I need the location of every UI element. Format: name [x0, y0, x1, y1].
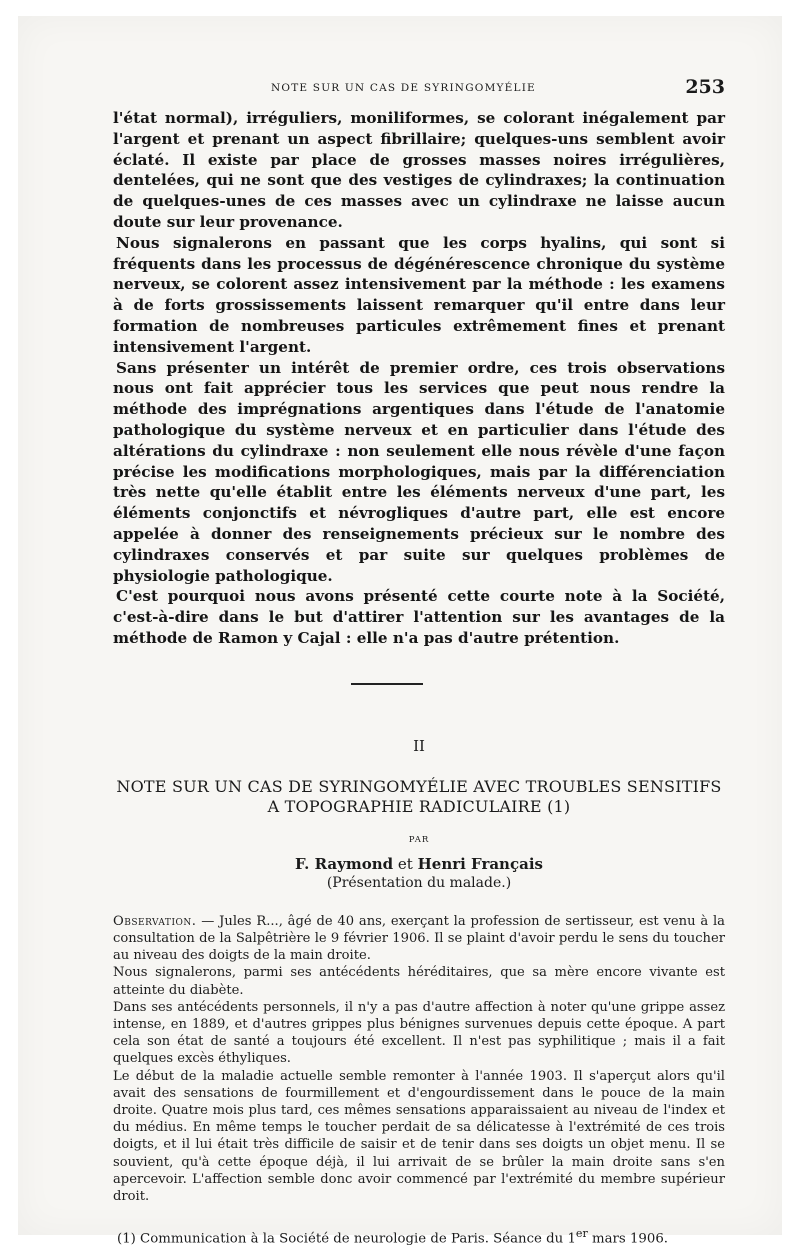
- author-conjunction: et: [397, 854, 413, 873]
- observation-label: Observation.: [113, 913, 197, 929]
- paragraph: C'est pourquoi nous avons présenté cette courte note à la Société, c'est-à-dire dans le but d'attirer l'attention sur les avantages de la méthode de Ramon y Cajal : elle n'a pas d'autre prétention.: [113, 587, 725, 647]
- footnote: [113, 1225, 725, 1248]
- section-divider: [351, 683, 423, 685]
- section-numeral: II: [413, 736, 425, 755]
- par-label: PAR: [408, 834, 430, 845]
- footnote-text: mars 1906.: [587, 1231, 669, 1247]
- paragraph: Dans ses antécédents personnels, il n'y a pas d'autre affection à noter qu'une grippe assez intense, en 1889, et d'autres grippes plus bénignes survenues depuis cette époque. A part cela son état de santé a toujours été excellent. Il n'est pas syphilitique ; mais il a fait quelques excès éthyliques.: [113, 999, 725, 1067]
- article-title-line: A TOPOGRAPHIE RADICULAIRE (1): [267, 796, 571, 816]
- running-head: [113, 76, 725, 104]
- running-title: NOTE SUR UN CAS DE SYRINGOMYÉLIE: [271, 82, 536, 94]
- article-title-line: NOTE SUR UN CAS DE SYRINGOMYÉLIE AVEC TROUBLES SENSITIFS: [116, 776, 722, 796]
- paragraph-text: — Jules R..., âgé de 40 ans, exerçant la profession de sertisseur, est venu à la consultation de la Salpêtrière le 9 février 1906. Il se plaint d'avoir perdu le sens du toucher au niveau des doigts de la main droite.: [113, 913, 725, 964]
- paragraph: Le début de la maladie actuelle semble remonter à l'année 1903. Il s'aperçut alors qu'il avait des sensations de fourmillement et d'engourdissement dans le pouce de la main droite. Quatre mois plus tard, ces mêmes sensations apparaissaient au niveau de l'index et du médius. En même temps le toucher perdait de sa délicatesse à l'extrémité de ces trois doigts, et il lui était très difficile de saisir et de tenir dans ses doigts un objet menu. Il se souvient, qu'à cette époque déjà, il lui arrivait de se brûler la main droite sans s'en apercevoir. L'affection semble donc avoir commencé par l'extrémité du membre supérieur droit.: [113, 1068, 725, 1204]
- authors: [113, 855, 725, 873]
- paragraph: Nous signalerons, parmi ses antécédents héréditaires, que sa mère encore vivante est atteinte du diabète.: [113, 965, 725, 998]
- observation-text: [113, 913, 725, 1205]
- footnote-superscript: er: [575, 1227, 588, 1241]
- article-title: [113, 777, 725, 817]
- main-text: [113, 108, 725, 649]
- presentation-note: (Présentation du malade.): [326, 874, 512, 891]
- author-name: F. Raymond: [295, 854, 394, 873]
- author-name: Henri Français: [417, 854, 543, 873]
- page-content: [113, 76, 725, 1249]
- footnote-text: (1) Communication à la Société de neurologie de Paris. Séance du 1: [117, 1231, 576, 1247]
- paragraph: Nous signalerons en passant que les corps hyalins, qui sont si fréquents dans les processus de dégénérescence chronique du système nerveux, se colorent assez intensivement par la méthode : les examens à de forts grossissements laissent remarquer qu'il entre dans leur formation de nombreuses particules extrêmement fines et prenant intensivement l'argent.: [113, 233, 725, 356]
- paragraph: [113, 913, 725, 965]
- page-number: 253: [685, 76, 725, 98]
- paragraph: Sans présenter un intérêt de premier ordre, ces trois observations nous ont fait apprécier tous les services que peut nous rendre la méthode des imprégnations argentiques dans l'étude de l'anatomie pathologique du système nerveux et en particulier dans l'étude des altérations du cylindraxe : non seulement elle nous révèle d'une façon précise les modifications morphologiques, mais par la différenciation très nette qu'elle établit entre les éléments nerveux d'une part, les éléments conjonctifs et névrogliques d'autre part, elle est encore appelée à donner des renseignements précieux sur le nombre des cylindraxes conservés et par suite sur quelques problèmes de physiologie pathologique.: [113, 358, 725, 585]
- paragraph: l'état normal), irréguliers, moniliformes, se colorant inégalement par l'argent et prenant un aspect fibrillaire; quelques-uns semblent avoir éclaté. Il existe par place de grosses masses noires irrégulières, dentelées, qui ne sont que des vestiges de cylindraxes; la continuation de quelques-unes de ces masses avec un cylindraxe ne laisse aucun doute sur leur provenance.: [113, 109, 725, 231]
